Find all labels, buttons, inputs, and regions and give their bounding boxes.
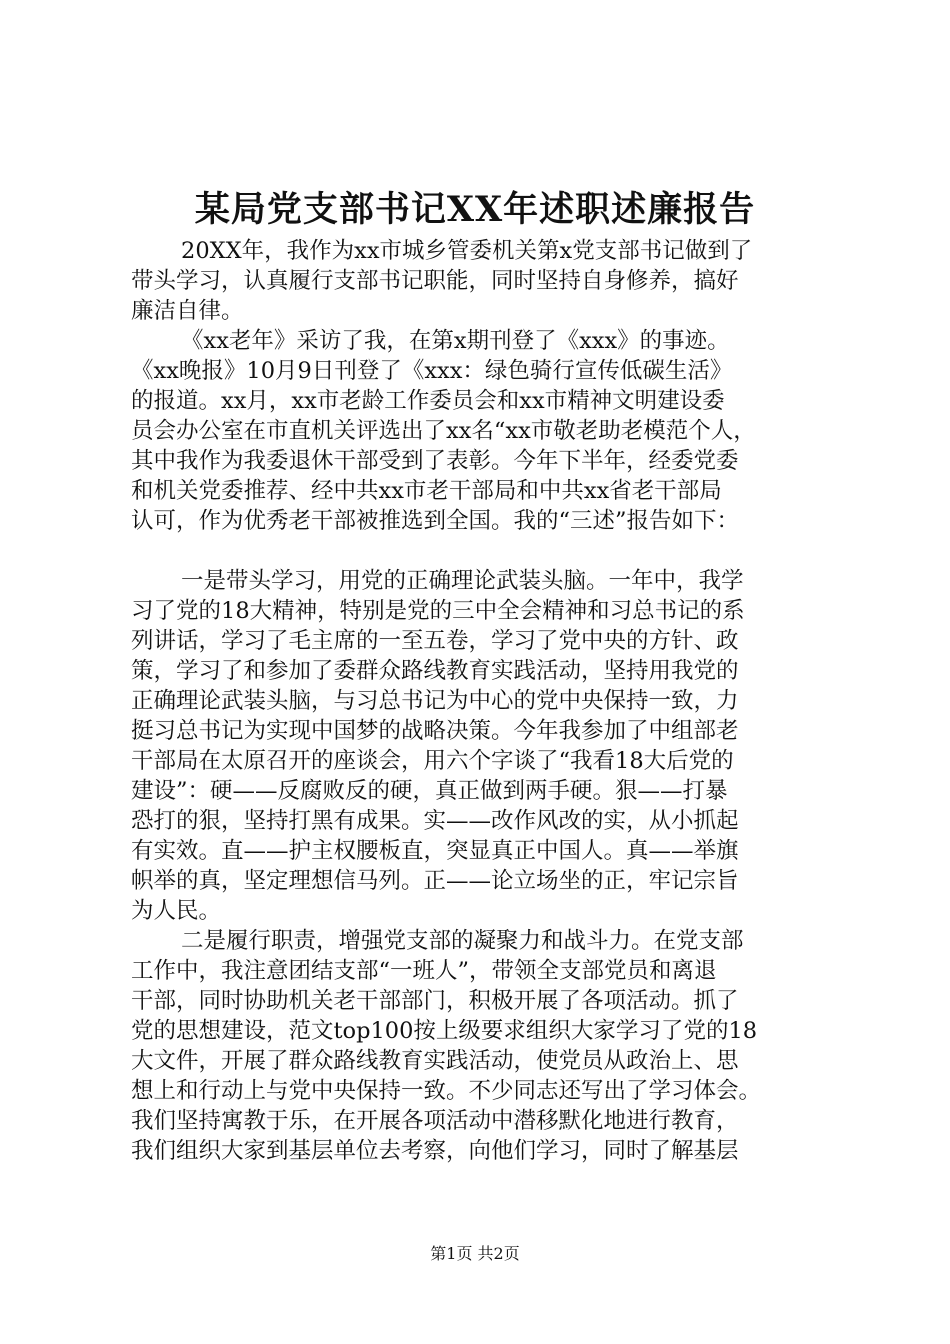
paragraph-line: 帜举的真，坚定理想信马列。正——论立场坐的正，牢记宗旨 [131, 868, 739, 894]
paragraph-line: 其中我作为我委退休干部受到了表彰。今年下半年，经委党委 [131, 448, 739, 474]
paragraph-line: 《xx老年》采访了我，在第x期刊登了《xxx》的事迹。 [181, 328, 730, 354]
paragraph-line: 干部，同时协助机关老干部部门，积极开展了各项活动。抓了 [131, 988, 739, 1014]
paragraph-line: 20XX年，我作为xx市城乡管委机关第x党支部书记做到了 [181, 238, 753, 264]
paragraph-line: 认可，作为优秀老干部被推选到全国。我的“三述”报告如下： [131, 508, 740, 534]
paragraph-line: 挺习总书记为实现中国梦的战略决策。今年我参加了中组部老 [131, 718, 739, 744]
paragraph-line: 廉洁自律。 [131, 298, 244, 324]
paragraph-line: 二是履行职责，增强党支部的凝聚力和战斗力。在党支部 [181, 928, 744, 954]
paragraph [131, 236, 831, 326]
paragraph-line: 建设”：硬——反腐败反的硬，真正做到两手硬。狠——打暴 [131, 778, 728, 804]
paragraph-line: 带头学习，认真履行支部书记职能，同时坚持自身修养，搞好 [131, 268, 739, 294]
paragraph-line: 和机关党委推荐、经中共xx市老干部局和中共xx省老干部局 [131, 478, 722, 504]
paragraph-line: 为人民。 [131, 898, 222, 924]
paragraph-gap [131, 536, 831, 566]
paragraph-line: 一是带头学习，用党的正确理论武装头脑。一年中，我学 [181, 568, 744, 594]
paragraph-line: 员会办公室在市直机关评选出了xx名“xx市敬老助老模范个人， [131, 418, 756, 444]
page-footer: 第1页 共2页 [430, 1244, 520, 1263]
paragraph-line: 习了党的18大精神，特别是党的三中全会精神和习总书记的系 [131, 598, 745, 624]
paragraph [131, 566, 831, 926]
paragraph [131, 326, 831, 536]
document-title: 某局党支部书记XX年述职述廉报告 [194, 189, 756, 230]
paragraph-line: 列讲话，学习了毛主席的一至五卷，学习了党中央的方针、政 [131, 628, 739, 654]
paragraph-line: 的报道。xx月，xx市老龄工作委员会和xx市精神文明建设委 [131, 388, 725, 414]
paragraph-line: 恐打的狠，坚持打黑有成果。实——改作风改的实，从小抓起 [131, 808, 739, 834]
paragraph [131, 926, 831, 1166]
paragraph-line: 正确理论武装头脑，与习总书记为中心的党中央保持一致，力 [131, 688, 739, 714]
paragraph-line: 有实效。直——护主权腰板直，突显真正中国人。真——举旗 [131, 838, 739, 864]
paragraph-line: 《xx晚报》10月9日刊登了《xxx：绿色骑行宣传低碳生活》 [131, 358, 733, 384]
paragraph-line: 我们坚持寓教于乐，在开展各项活动中潜移默化地进行教育， [131, 1108, 739, 1134]
paragraph-line: 干部局在太原召开的座谈会，用六个字谈了“我看18大后党的 [131, 748, 734, 774]
paragraph-line: 想上和行动上与党中央保持一致。不少同志还写出了学习体会。 [131, 1078, 762, 1104]
paragraph-line: 我们组织大家到基层单位去考察，向他们学习，同时了解基层 [131, 1138, 739, 1164]
paragraph-line: 党的思想建设，范文top100按上级要求组织大家学习了党的18 [131, 1018, 758, 1044]
document-body [131, 236, 831, 1166]
paragraph-line: 策，学习了和参加了委群众路线教育实践活动，坚持用我党的 [131, 658, 739, 684]
paragraph-line: 工作中，我注意团结支部“一班人”，带领全支部党员和离退 [131, 958, 717, 984]
paragraph-line: 大文件，开展了群众路线教育实践活动，使党员从政治上、思 [131, 1048, 739, 1074]
